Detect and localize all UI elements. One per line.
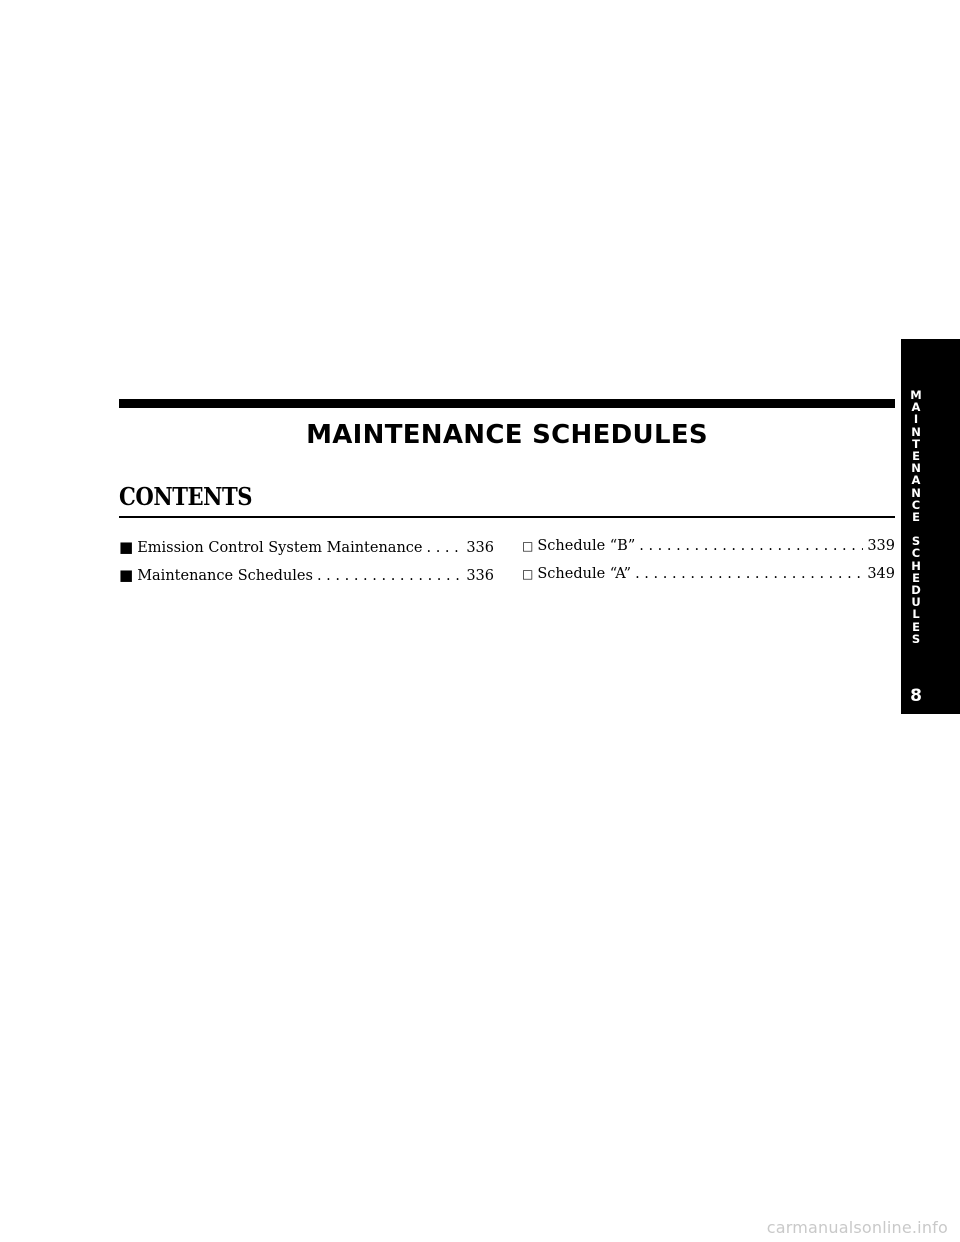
contents-heading: CONTENTS [119, 482, 253, 511]
side-tab-letter: L [912, 607, 920, 622]
chapter-title: MAINTENANCE SCHEDULES [306, 420, 708, 450]
side-tab-letter: A [911, 473, 921, 488]
side-tab-letter: E [912, 510, 920, 525]
side-tab-letter: E [912, 449, 920, 464]
side-tab-label [901, 389, 931, 645]
hollow-square-bullet-icon: □ [522, 539, 534, 553]
toc-entry-label: Maintenance Schedules [137, 568, 313, 584]
side-tab-letter: E [912, 619, 920, 634]
toc-left-column [119, 538, 494, 594]
toc-entry-page: 349 [867, 566, 895, 582]
side-tab-letter: E [912, 570, 920, 585]
side-tab-letter: M [910, 388, 922, 402]
side-tab-letter: U [911, 595, 921, 610]
toc-entry-page: 339 [867, 538, 895, 554]
toc-entry[interactable] [119, 566, 494, 594]
toc-entry-label: Schedule “A” [537, 566, 632, 582]
side-tab-letter: N [911, 485, 921, 500]
side-tab-letter: D [911, 583, 921, 598]
side-tab-letter: I [913, 412, 919, 427]
toc-entry[interactable] [119, 538, 494, 566]
dot-leader [635, 566, 863, 582]
toc-entry-label: Emission Control System Maintenance [137, 540, 423, 556]
chapter-side-tab[interactable] [901, 339, 960, 714]
filled-square-bullet-icon: ■ [119, 566, 134, 584]
side-tab-letter: C [911, 497, 921, 512]
chapter-number: 8 [910, 686, 922, 706]
chapter-top-rule [119, 399, 895, 408]
side-tab-letter: H [911, 558, 921, 573]
toc-entry-page: 336 [466, 540, 494, 556]
dot-leader [427, 540, 463, 556]
toc-entry[interactable] [522, 538, 895, 566]
hollow-square-bullet-icon: □ [522, 567, 534, 581]
side-tab-letter: N [911, 424, 921, 439]
toc-entry-page: 336 [466, 568, 494, 584]
side-tab-letter: T [912, 436, 920, 451]
side-tab-letter: S [911, 534, 921, 549]
side-tab-letter: C [911, 546, 921, 561]
watermark: carmanualsonline.info [766, 1218, 948, 1237]
toc-entry-label: Schedule “B” [537, 538, 636, 554]
side-tab-letter: N [911, 461, 921, 476]
dot-leader [317, 568, 462, 584]
side-tab-letter: A [911, 400, 921, 415]
toc-right-column [522, 538, 895, 594]
dot-leader [639, 538, 863, 554]
contents-rule [119, 516, 895, 518]
filled-square-bullet-icon: ■ [119, 538, 134, 556]
side-tab-letter: S [911, 631, 921, 646]
toc-entry[interactable] [522, 566, 895, 594]
